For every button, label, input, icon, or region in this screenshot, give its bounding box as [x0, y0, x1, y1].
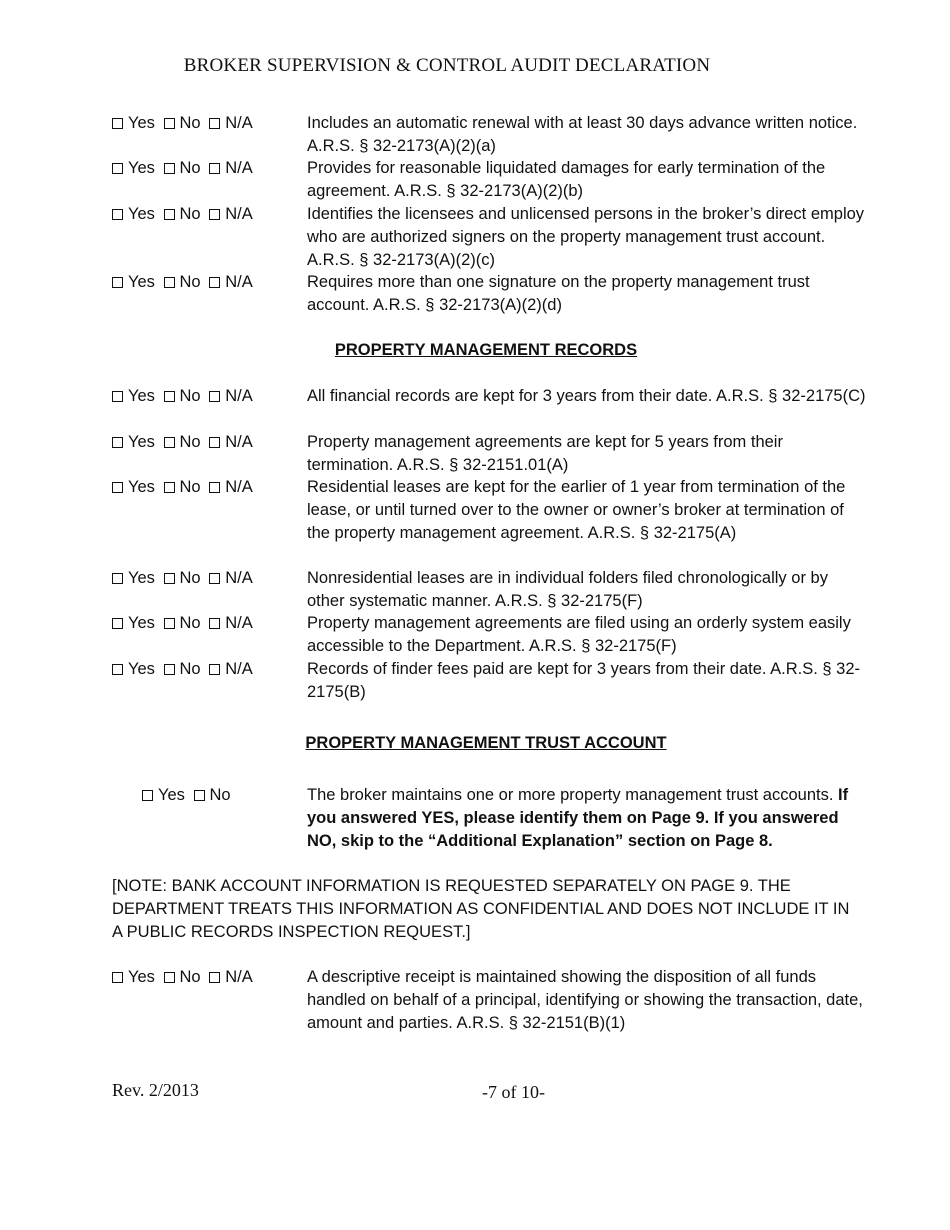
no-checkbox[interactable] — [164, 618, 175, 629]
answer-choices: Yes No N/A — [112, 271, 253, 294]
na-checkbox[interactable] — [209, 972, 220, 983]
answer-choices: Yes No N/A — [112, 658, 253, 681]
confidentiality-note: [NOTE: BANK ACCOUNT INFORMATION IS REQUESTED SEPARATELY ON PAGE 9. THE DEPARTMENT TREATS THIS INFORMATION AS CONFIDENTIAL AND DOES NOT INCLUDE IT IN A PUBLIC RECORDS INSPECTION REQUEST.] — [112, 877, 850, 941]
answer-choices: Yes No N/A — [112, 612, 253, 635]
answer-choices: Yes No N/A — [112, 476, 253, 499]
no-checkbox[interactable] — [164, 437, 175, 448]
question-text: Includes an automatic renewal with at least 30 days advance written notice. A.R.S. § 32-2173(A)(2)(a) — [307, 114, 858, 155]
section-title-records: PROPERTY MANAGEMENT RECORDS — [334, 341, 638, 359]
answer-choices: Yes No N/A — [112, 567, 253, 590]
no-checkbox[interactable] — [164, 118, 175, 129]
yes-checkbox[interactable] — [112, 437, 123, 448]
na-checkbox[interactable] — [209, 277, 220, 288]
question-text: A descriptive receipt is maintained showing the disposition of all funds handled on behalf of a principal, identifying or showing the transaction, date, amount and parties. A.R.S. § 32-2151(B)(1) — [307, 968, 863, 1032]
question-statement: The broker maintains one or more property management trust accounts. — [307, 786, 834, 804]
page-number: -7 of 10- — [482, 1082, 545, 1102]
no-checkbox[interactable] — [164, 163, 175, 174]
yes-checkbox[interactable] — [112, 209, 123, 220]
answer-choices: Yes No N/A — [112, 203, 253, 226]
yes-checkbox[interactable] — [112, 118, 123, 129]
na-checkbox[interactable] — [209, 573, 220, 584]
yes-checkbox[interactable] — [112, 664, 123, 675]
no-checkbox[interactable] — [164, 664, 175, 675]
question-instruction: If you answered YES, please identify them on Page 9. If you answered NO, skip to the “Additional Explanation” section on Page 8. — [307, 786, 849, 850]
no-checkbox[interactable] — [164, 482, 175, 493]
page-header-title: BROKER SUPERVISION & CONTROL AUDIT DECLARATION — [183, 55, 711, 76]
yes-checkbox[interactable] — [112, 573, 123, 584]
section-title-trust-account: PROPERTY MANAGEMENT TRUST ACCOUNT — [305, 734, 667, 752]
no-checkbox[interactable] — [194, 790, 205, 801]
yes-checkbox[interactable] — [112, 277, 123, 288]
yes-checkbox[interactable] — [112, 618, 123, 629]
answer-choices: Yes No — [142, 784, 231, 807]
question-text: Nonresidential leases are in individual folders filed chronologically or by other systematic manner. A.R.S. § 32-2175(F) — [307, 569, 828, 610]
question-text — [307, 784, 872, 852]
question-text: Property management agreements are filed using an orderly system easily accessible to the Department. A.R.S. § 32-2175(F) — [307, 614, 851, 655]
question-text: Property management agreements are kept for 5 years from their termination. A.R.S. § 32-2151.01(A) — [307, 433, 783, 474]
yes-checkbox[interactable] — [112, 482, 123, 493]
na-checkbox[interactable] — [209, 618, 220, 629]
yes-checkbox[interactable] — [142, 790, 153, 801]
question-text: Provides for reasonable liquidated damages for early termination of the agreement. A.R.S. § 32-2173(A)(2)(b) — [307, 159, 826, 200]
no-checkbox[interactable] — [164, 391, 175, 402]
yes-checkbox[interactable] — [112, 163, 123, 174]
no-checkbox[interactable] — [164, 277, 175, 288]
yes-checkbox[interactable] — [112, 972, 123, 983]
na-checkbox[interactable] — [209, 391, 220, 402]
question-text: Residential leases are kept for the earlier of 1 year from termination of the lease, or until turned over to the owner or owner’s broker at termination of the property management agreement. A.R.S. § 32-2175(A) — [307, 478, 846, 542]
na-checkbox[interactable] — [209, 482, 220, 493]
na-checkbox[interactable] — [209, 163, 220, 174]
na-checkbox[interactable] — [209, 209, 220, 220]
question-text: Records of finder fees paid are kept for 3 years from their date. A.R.S. § 32-2175(B) — [307, 660, 861, 701]
no-checkbox[interactable] — [164, 573, 175, 584]
no-checkbox[interactable] — [164, 972, 175, 983]
question-text: Identifies the licensees and unlicensed persons in the broker’s direct employ who are authorized signers on the property management trust account. A.R.S. § 32-2173(A)(2)(c) — [307, 205, 865, 269]
question-text: Requires more than one signature on the property management trust account. A.R.S. § 32-2173(A)(2)(d) — [307, 273, 810, 314]
na-checkbox[interactable] — [209, 118, 220, 129]
no-checkbox[interactable] — [164, 209, 175, 220]
na-checkbox[interactable] — [209, 664, 220, 675]
answer-choices: Yes No N/A — [112, 431, 253, 454]
revision-date: Rev. 2/2013 — [112, 1080, 199, 1100]
answer-choices: Yes No N/A — [112, 385, 253, 408]
answer-choices: Yes No N/A — [112, 112, 253, 135]
answer-choices: Yes No N/A — [112, 157, 253, 180]
na-checkbox[interactable] — [209, 437, 220, 448]
yes-checkbox[interactable] — [112, 391, 123, 402]
question-text: All financial records are kept for 3 years from their date. A.R.S. § 32-2175(C) — [307, 387, 866, 405]
answer-choices: Yes No N/A — [112, 966, 253, 989]
